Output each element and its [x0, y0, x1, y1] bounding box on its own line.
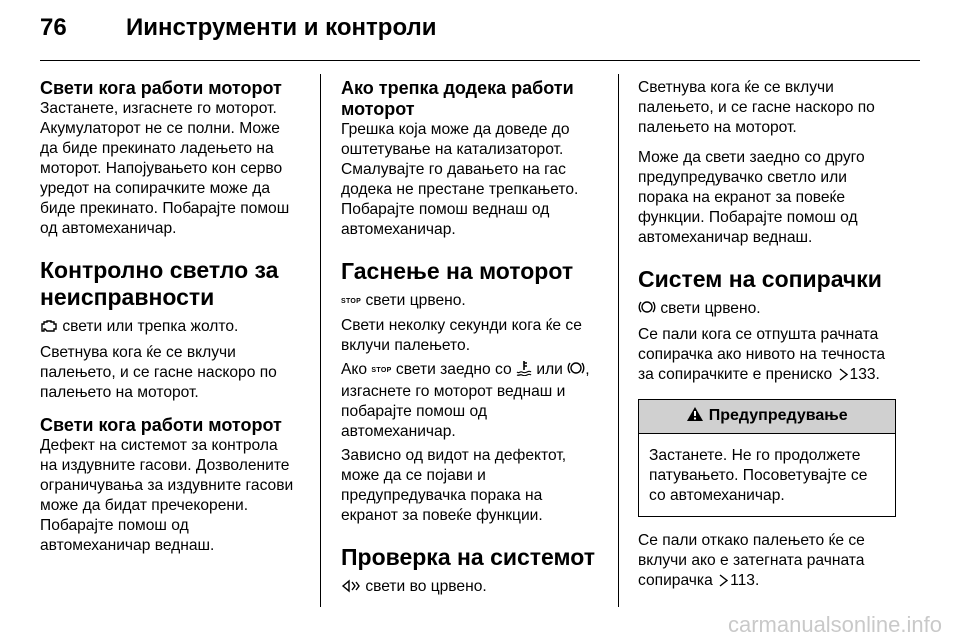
paragraph: Светнува кога ќе се вклучи палењето, и се гасне наскоро по палењето на моторот.	[638, 79, 875, 136]
reference-arrow-icon	[719, 573, 728, 593]
section-heading: Систем на сопирачки	[638, 266, 882, 292]
column-divider-2	[618, 74, 619, 607]
column-1	[40, 78, 298, 560]
warning-body: Застанете. Не го продолжете патувањето. Посоветувајте се со автомеханичар.	[649, 447, 868, 504]
section-heading: Свети кога работи моторот	[40, 78, 282, 98]
text: Се пали откако палењето ќе се вклучи ако е затегната рачната сопирачка	[638, 532, 865, 589]
text: или	[536, 361, 563, 378]
text: свети во црвено.	[365, 578, 487, 595]
page-title: Иинструменти и контроли	[126, 14, 437, 41]
warning-box	[638, 399, 896, 517]
header-divider	[40, 60, 920, 61]
paragraph	[638, 299, 896, 321]
text: свети црвено.	[660, 300, 761, 317]
warning-title: Предупредување	[708, 407, 848, 424]
section-heading: Гаснење на моторот	[341, 258, 574, 284]
paragraph	[638, 531, 896, 593]
text: свети или трепка жолто.	[62, 318, 239, 335]
text: , изгаснете го моторот веднаш и побарајте помош од автомеханичар.	[341, 361, 590, 440]
section-heading: Проверка на системот	[341, 544, 595, 570]
text: свети црвено.	[365, 292, 466, 309]
warning-header	[639, 400, 895, 434]
column-2	[341, 78, 599, 603]
text: свети заедно со	[395, 361, 512, 378]
paragraph	[638, 325, 896, 387]
paragraph: Може да свети заедно со друго предупредувачко светло или порака на екранот за повеќе функции. Побарајте помош од автомеханичар веднаш.	[638, 149, 865, 246]
engine-check-icon	[40, 319, 58, 339]
column-3	[638, 78, 896, 597]
paragraph: Зависно од видот на дефектот, може да се појави и предупредувачка порака на екранот за повеќе функции.	[341, 447, 567, 524]
column-divider-1	[320, 74, 321, 607]
page-reference: 133.	[849, 366, 880, 383]
text: Се пали кога се отпушта рачната сопирачка ако нивото на течноста за сопирачките е прениско	[638, 326, 886, 383]
coolant-temperature-icon	[516, 360, 532, 382]
paragraph: Светнува кога ќе се вклучи палењето, и се гасне наскоро по палењето на моторот.	[40, 344, 277, 401]
stop-icon: STOP	[341, 298, 362, 305]
paragraph: Грешка која може да доведе до оштетување на катализаторот. Смалувајте го давањето на гас додека не престане трепкањето. Побарајте помош веднаш од автомеханичар.	[341, 121, 579, 238]
brake-system-icon	[567, 360, 585, 382]
paragraph: Застанете, изгаснете го моторот. Акумулаторот не се полни. Може да биде прекинато ладењето на моторот. Напојувањето кон серво уредот на сопирачките може да биде прекинато. Побарајте помош од автомеханичар.	[40, 100, 290, 237]
system-check-icon	[341, 579, 361, 599]
paragraph	[341, 360, 599, 442]
stop-icon: STOP	[371, 367, 392, 374]
text: Ако	[341, 361, 368, 378]
section-heading: Контролно светло за неисправности	[40, 257, 279, 310]
section-heading: Ако трепка додека работи моторот	[341, 78, 574, 119]
brake-system-icon	[638, 299, 656, 321]
paragraph	[341, 577, 599, 599]
page-reference: 113.	[730, 572, 760, 589]
warning-triangle-icon	[686, 406, 704, 427]
paragraph: Дефект на системот за контрола на издувните гасови. Дозволените ограничувања за издувните гасови може да бидат пречекорени. Побарајте помош од автомеханичар веднаш.	[40, 437, 294, 554]
paragraph: Свети неколку секунди кога ќе се вклучи палењето.	[341, 317, 582, 354]
paragraph	[341, 291, 599, 312]
section-heading: Свети кога работи моторот	[40, 415, 282, 435]
page-header	[40, 14, 437, 50]
reference-arrow-icon	[839, 367, 848, 387]
watermark: carmanualsonline.info	[727, 612, 942, 637]
paragraph	[40, 317, 298, 339]
page-number: 76	[40, 14, 67, 41]
